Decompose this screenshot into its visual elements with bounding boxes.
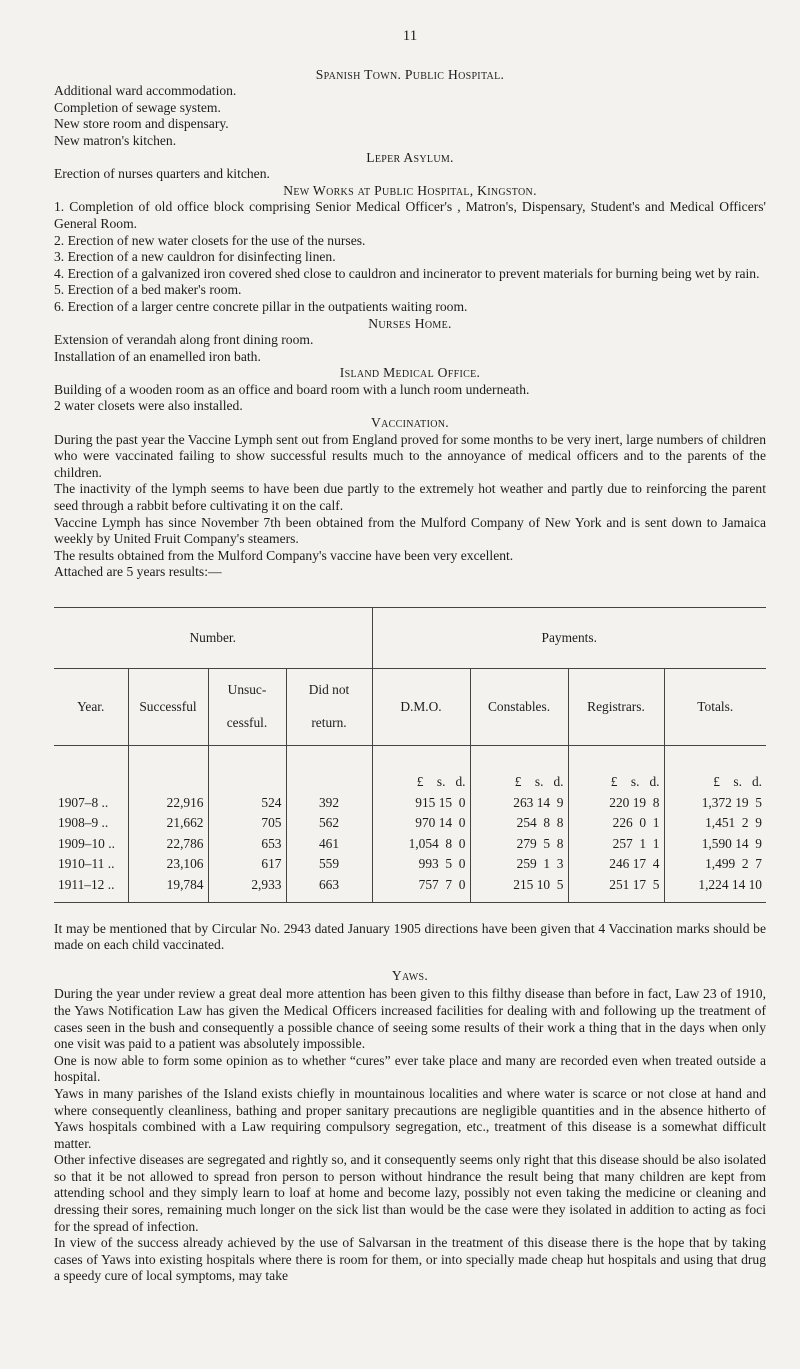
col-header-totals: Totals. <box>664 669 766 746</box>
cell-totals: 1,372 19 5 <box>664 793 766 814</box>
col-header-year: Year. <box>54 669 128 746</box>
cell-registrars: 220 19 8 <box>568 793 664 814</box>
cell-successful: 22,916 <box>128 793 208 814</box>
cell-registrars: 251 17 5 <box>568 875 664 902</box>
vaccination-paragraph: Attached are 5 years results:— <box>54 564 222 580</box>
yaws-paragraph: One is now able to form some opinion as to whether “cures” ever take place and many are recorded even when treated outside a hospital. <box>54 1052 766 1085</box>
circular-paragraph: It may be mentioned that by Circular No. 2943 dated January 1905 directions have been given that 4 Vaccination marks should be made on each child vaccinated. <box>54 920 766 953</box>
cell-totals: 1,451 2 9 <box>664 813 766 834</box>
cell-not-return: 559 <box>286 854 372 875</box>
cell-totals: 1,499 2 7 <box>664 854 766 875</box>
heading-kingston-works: New Works at Public Hospital, Kingston. <box>283 182 537 198</box>
kingston-item-1: 1. Completion of old office block comprising Senior Medical Officer's , Matron's, Dispensary, Student's and Medical Officers' General Room. <box>54 199 766 231</box>
vaccination-paragraph: The inactivity of the lymph seems to have been due partly to the extremely hot weather and partly due to reinforcing the parent seed through a rabbit before cultivating it on the calf. <box>54 481 766 514</box>
unit-label-dmo: £ s. d. <box>372 746 470 793</box>
cell-registrars: 257 1 1 <box>568 834 664 855</box>
cell-registrars: 226 0 1 <box>568 813 664 834</box>
kingston-item-5: 5. Erection of a bed maker's room. <box>54 282 242 298</box>
col-header-unsuccessful-line1: Unsuc- <box>227 682 267 698</box>
unit-label-constables: £ s. d. <box>470 746 568 793</box>
leper-line: Erection of nurses quarters and kitchen. <box>54 166 270 182</box>
heading-vaccination: Vaccination. <box>371 415 449 431</box>
cell-not-return: 392 <box>286 793 372 814</box>
table-row <box>54 813 766 834</box>
cell-year: 1909–10 .. <box>58 835 115 851</box>
vaccination-results-table <box>54 607 766 903</box>
heading-leper-asylum: Leper Asylum. <box>366 149 454 165</box>
yaws-paragraph: Yaws in many parishes of the Island exists chiefly in mountainous localities and where water is scarce or not close at hand and where consequently cleanliness, bathing and proper sanitary precautions are negligible quantities and in the absence hitherto of Yaws hospitals combined with a Law requiring compulsory segregation, etc., treatment of this disease is a somewhat difficult matter. <box>54 1085 766 1151</box>
col-header-constables: Constables. <box>470 669 568 746</box>
kingston-item-2: 2. Erection of new water closets for the use of the nurses. <box>54 232 366 248</box>
table-row <box>54 854 766 875</box>
island-line: Building of a wooden room as an office and board room with a lunch room underneath. <box>54 381 530 397</box>
group-header-payments: Payments. <box>372 608 766 669</box>
cell-dmo: 757 7 0 <box>372 875 470 902</box>
col-header-unsuccessful-line2: cessful. <box>226 715 268 731</box>
table-row <box>54 793 766 814</box>
cell-successful: 22,786 <box>128 834 208 855</box>
cell-registrars: 246 17 4 <box>568 854 664 875</box>
heading-island-medical-office: Island Medical Office. <box>339 365 481 381</box>
col-header-did-not-return <box>286 669 372 746</box>
cell-dmo: 915 15 0 <box>372 793 470 814</box>
cell-dmo: 1,054 8 0 <box>372 834 470 855</box>
cell-year: 1907–8 .. <box>58 794 109 810</box>
cell-unsuccessful: 2,933 <box>208 875 286 902</box>
cell-unsuccessful: 705 <box>208 813 286 834</box>
heading-spanish-town: Spanish Town. Public Hospital. <box>315 66 505 82</box>
cell-dmo: 993 5 0 <box>372 854 470 875</box>
unit-label-totals: £ s. d. <box>664 746 766 793</box>
vaccination-paragraph: Vaccine Lymph has since November 7th been obtained from the Mulford Company of New York and is sent down to Jamaica weekly by United Fruit Company's steamers. <box>54 514 766 547</box>
kingston-item-4: 4. Erection of a galvanized iron covered shed close to cauldron and incinerator to prevent materials for burning being wet by rain. <box>54 265 760 281</box>
spanish-town-line: New matron's kitchen. <box>54 132 177 148</box>
cell-constables: 263 14 9 <box>470 793 568 814</box>
kingston-item-6: 6. Erection of a larger centre concrete pillar in the outpatients waiting room. <box>54 298 468 314</box>
heading-yaws: Yaws. <box>391 967 429 983</box>
unit-label-registrars: £ s. d. <box>568 746 664 793</box>
col-header-dmo: D.M.O. <box>372 669 470 746</box>
heading-nurses-home: Nurses Home. <box>368 315 452 331</box>
cell-successful: 19,784 <box>128 875 208 902</box>
document-page <box>54 28 766 1285</box>
col-header-unsuccessful <box>208 669 286 746</box>
yaws-paragraph: During the year under review a great deal more attention has been given to this filthy disease than before in fact, Law 23 of 1910, the Yaws Notification Law has given the Medical Officers increased facilities for dealing with and following up the treatment of cases seen in the bush and consequently a possible chance of seeing some results of their work a thing that in the days when only one visit was paid to a patient was absolutely impossible. <box>54 986 766 1052</box>
cell-unsuccessful: 653 <box>208 834 286 855</box>
yaws-paragraph: In view of the success already achieved by the use of Salvarsan in the treatment of this disease there is the hope that by taking cases of Yaws into existing hospitals where there is room for them, or into specially made cheap hut hospitals and using that drug a speedy cure of local symptoms, may take <box>54 1235 766 1284</box>
cell-successful: 23,106 <box>128 854 208 875</box>
cell-not-return: 562 <box>286 813 372 834</box>
cell-year: 1911–12 .. <box>54 875 128 902</box>
cell-successful: 21,662 <box>128 813 208 834</box>
cell-year: 1910–11 .. <box>58 856 115 872</box>
cell-constables: 215 10 5 <box>470 875 568 902</box>
page-number: 11 <box>402 28 418 44</box>
col-header-successful: Successful <box>128 669 208 746</box>
col-header-not-return-line2: return. <box>311 715 347 731</box>
cell-constables: 254 8 8 <box>470 813 568 834</box>
nurses-line: Extension of verandah along front dining room. <box>54 332 314 348</box>
yaws-paragraph: Other infective diseases are segregated and rightly so, and it consequently seems only right that this disease should be also isolated so that it be not allowed to spread fron person to person without hindrance the result being that many children are kept from attending school and they simply learn to loaf at home and become lazy, possibly not even taking the medicine or cleaning and dressing their sores, remaining much longer on the sick list than would be the case were they isolated in addition to acting as foci for the spread of infection. <box>54 1152 766 1234</box>
kingston-item-3: 3. Erection of a new cauldron for disinfecting linen. <box>54 249 336 265</box>
table-row <box>54 875 766 902</box>
island-line: 2 water closets were also installed. <box>54 398 243 414</box>
cell-constables: 279 5 8 <box>470 834 568 855</box>
cell-constables: 259 1 3 <box>470 854 568 875</box>
cell-year: 1908–9 .. <box>58 815 109 831</box>
cell-dmo: 970 14 0 <box>372 813 470 834</box>
cell-not-return: 663 <box>286 875 372 902</box>
col-header-registrars: Registrars. <box>568 669 664 746</box>
spanish-town-line: Additional ward accommodation. <box>54 83 237 99</box>
cell-unsuccessful: 524 <box>208 793 286 814</box>
spanish-town-line: New store room and dispensary. <box>54 116 229 132</box>
group-header-number: Number. <box>54 608 372 669</box>
cell-unsuccessful: 617 <box>208 854 286 875</box>
cell-totals: 1,590 14 9 <box>664 834 766 855</box>
spanish-town-line: Completion of sewage system. <box>54 99 221 115</box>
vaccination-paragraph: The results obtained from the Mulford Company's vaccine have been very excellent. <box>54 547 514 563</box>
col-header-not-return-line1: Did not <box>308 682 350 698</box>
table-row <box>54 834 766 855</box>
cell-not-return: 461 <box>286 834 372 855</box>
cell-totals: 1,224 14 10 <box>664 875 766 902</box>
nurses-line: Installation of an enamelled iron bath. <box>54 348 261 364</box>
vaccination-paragraph: During the past year the Vaccine Lymph sent out from England proved for some months to be very inert, large numbers of children who were vaccinated failing to show successful results much to the annoyance of medical officers and to the parents of the children. <box>54 431 766 480</box>
